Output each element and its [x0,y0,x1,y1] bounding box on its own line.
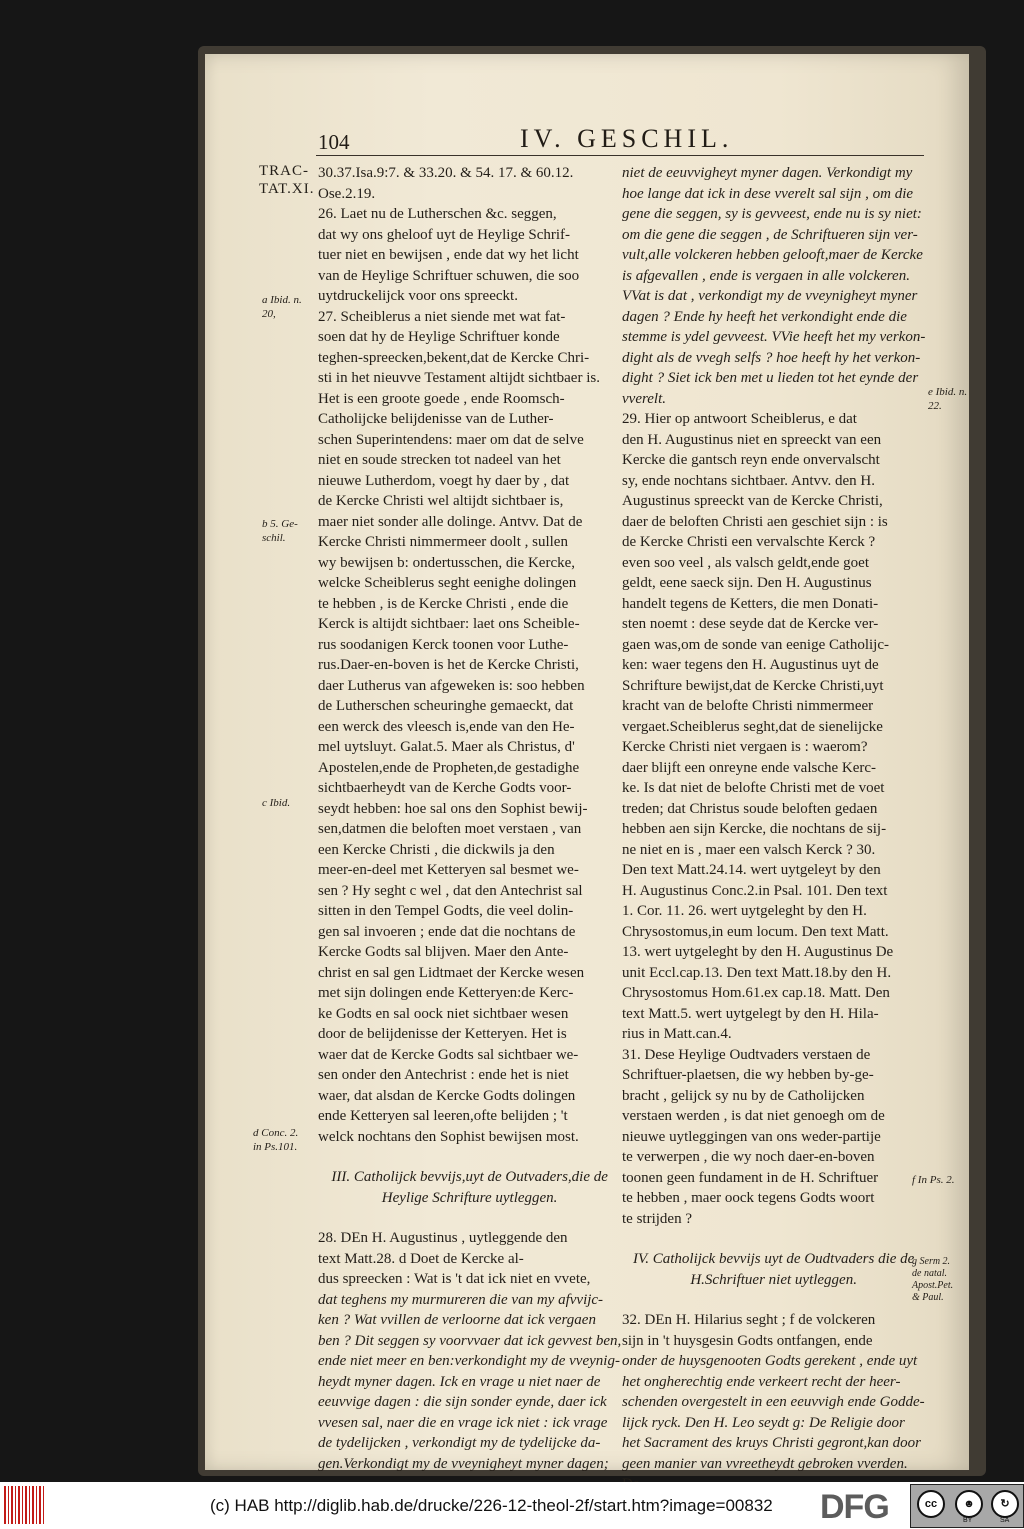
right_column-line: om die gene die seggen , de Schriftueren sijn ver- [622,226,918,243]
left_column-line: Apostelen,ende de Propheten,de gestadighe [318,759,580,776]
right_column-line: daer blijft een onreyne ende valsche Kerc- [622,759,877,776]
page-number: 104 [318,130,350,154]
left_column-line: rus.Daer-en-boven is het de Kercke Christi, [318,657,579,673]
right_column_end-line: 32. DEn H. Hilarius seght ; f de volckeren [622,1312,876,1328]
right_column-line: Schriftuer-plaetsen, die wy hebben by-ge- [622,1067,874,1083]
right_column_end-line: schenden overgestelt in een eeuvvigh ende Godde- [622,1394,925,1410]
right_column_end-line: lijck ryck. Den H. Leo seydt g: De Religie door [622,1414,905,1431]
right_column-line: nieuwe uytleggingen van ons weder-partije [622,1128,881,1145]
right_column-line: te hebben , maer oock tegens Godts woort [622,1190,875,1206]
right_column-line: VVat is dat , verkondigt my de vveynigheyt myner [622,288,918,304]
left_column_end-line: ken ? Wat vvillen de verloorne dat ick vergaen [318,1312,596,1328]
paragraph-gap [622,1229,925,1249]
tractatus-label: TRAC- TAT.XI. [259,163,315,197]
right_column-line: daer de beloften Christi aen geschiet sijn : is [622,513,888,530]
left_column-line: door de belijdenisse der Ketteryen. Het is [318,1026,567,1042]
margin-note-f: f In Ps. 2. [912,1174,955,1186]
right_column-line: 13. wert uytgeleght by den H. Augustinus De [622,944,894,960]
right_column-line: dight als de vvegh selfs ? hoe heeft hy het verkon- [622,349,921,366]
right_column-line: handelt tegens de Ketters, die men Donati- [622,595,879,612]
left_column-line: rus soodanigen Kerck toonen voor Luthe- [318,636,569,653]
left_column-line: christ en sal gen Lidtmaet der Kercke wesen [318,964,585,981]
left_column_end-line: heydt myner dagen. Ick en vrage u niet naer de [318,1373,601,1390]
left_column_end-line: dus spreecken : Wat is 't dat ick niet en vvete, [318,1271,591,1287]
left_column_end-line: ben ? Dit seggen sy voorvvaer dat ick gevvest ben, [318,1332,622,1349]
sa-icon: ↻ [991,1490,1019,1518]
right_column-line: gene die seggen, sy is gevveest, ende nu is sy niet: [622,206,922,222]
left_column-line: sichtbaerheydt van de Kerche Godts voor- [318,780,572,796]
right_column-line: Chrysostomus Hom.61.ex cap.18. Matt. Den [622,985,890,1001]
margin-note-d: d Conc. 2. in Ps.101. [253,1127,299,1153]
right_column-line: stemme is ydel gevveest. VVie heeft het my verkon- [622,329,926,345]
right_column-line: gaen was,om de sonde van eenige Catholijc- [622,636,889,653]
left_column-line: wy bewijsen b: ondertusschen, die Kercke, [318,554,576,571]
right_column_end-line: het Sacrament des kruys Christi gegront,kan door [622,1435,921,1451]
footer-citation[interactable]: (c) HAB http://diglib.hab.de/drucke/226-12-theol-2f/start.htm?image=00832 [210,1496,773,1515]
right_column-line: Kercke die gantsch reyn ende onvervalscht [622,452,880,468]
right_column-line: ke. Is dat niet de belofte Christi met de voet [622,780,885,796]
left_column-line: Catholijcke belijdenisse van de Luther- [318,411,554,427]
right_column-line: even soo veel , als valsch geldt,ende goet [622,554,870,571]
right-column [622,163,925,1495]
paragraph-gap [318,1147,621,1167]
right_column-line: vergaet.Scheiblerus seght,dat de sienelijcke [622,718,883,735]
right_column_end-line: sijn in 't huysgesin Godts ontfangen, ende [622,1332,873,1349]
left_column-line: Kerck is altijdt sichtbaer: laet ons Scheible- [318,616,580,632]
margin-note-a: a Ibid. n. 20, [262,294,302,320]
right_column-line: kracht van de belofte Christi nimmermeer [622,698,874,714]
left_column-line: teghen-spreecken,bekent,dat de Kercke Chri- [318,349,590,366]
left_column_end-line: de tydelijcken , verkondigt my de tydelijcke da- [318,1435,601,1451]
right_column-line: ne niet en is , maer een valsch Kerck ? 30. [622,841,876,858]
sa-label: SA [1000,1517,1010,1524]
left_column-line: ke Godts en sal oock niet sichtbaer wesen [318,1005,569,1022]
right_column-line: dight ? Siet ick ben met u lieden tot het eynde der [622,370,919,386]
left_column-line: sitten in den Tempel Godts, die veel dolin- [318,903,574,919]
left_column-line: sen,datmen die beloften moet verstaen , van [318,821,582,837]
margin-note-c: c Ibid. [262,797,291,809]
right_column-line: Kercke Christi niet vergaen is : waerom? [622,739,868,755]
margin-note-e: e Ibid. n. 22. [928,386,968,412]
right_column-line: Chrysostomus,in eum locum. Den text Matt. [622,923,889,940]
right_column-line: vult,alle volckeren hebben gelooft,maer de Kercke [622,247,923,263]
left_column-line: meer-en-deel met Ketteryen sal besmet we- [318,862,579,878]
left_column-line: 30.37.Isa.9:7. & 33.20. & 54. 17. & 60.12. [318,165,574,181]
left_column-line: 27. Scheiblerus a niet siende met wat fat- [318,308,566,325]
right_column-line: hoe lange dat ick in dese vverelt sal sijn , om die [622,185,914,202]
right_column-line: den H. Augustinus niet en spreeckt van een [622,431,882,448]
right_column-line: is afgevallen , ende is vergaen in alle volckeren. [622,267,910,284]
right_column_end-line: het ongherechtig ende verkeert recht der heer- [622,1373,901,1390]
left_column-line: sen ? Hy seght c wel , dat den Antechrist sal [318,882,583,899]
left_column-line: mel uytsluyt. Galat.5. Maer als Christus, d' [318,739,575,755]
right_column-line: bracht , gelijck sy nu by de Catholijcken [622,1087,865,1104]
right_column-line: 31. Dese Heylige Oudtvaders verstaen de [622,1046,871,1063]
running-head: IV. GESCHIL. [520,124,734,153]
left_column-line: gen sal invoeren ; ende dat die nochtans de [318,923,576,940]
left_column-line: nieuwe Lutherdom, voegt hy daer by , dat [318,472,570,489]
left_column-line: waer, dat alsdan de Kercke Godts dolingen [318,1087,576,1104]
left_heading-line: III. Catholijck bevvijs,uyt de Outvaders,die de [331,1169,608,1185]
right_column-line: verstaen werden , is dat niet genoegh om de [622,1108,885,1124]
left_column-line: daer Lutherus van afgeweken is: soo hebben [318,677,585,694]
left_column-line: een Kercke Christi , die dickwils ja den [318,841,555,858]
left_column-line: soen dat hy de Heylige Schriftuer konde [318,329,560,345]
right_column-line: sten noemt : dese seyde dat de Kercke ver- [622,616,879,632]
dfg-logo: DFG [820,1488,889,1526]
left_column_end-line: text Matt.28. d Doet de Kercke al- [318,1250,524,1267]
hab-barcode-icon [4,1486,44,1524]
left_column_end-line: 28. DEn H. Augustinus , uytleggende den [318,1230,568,1246]
left-column [318,163,621,1474]
left_column-line: schen Superintendens: maer om dat de selve [318,431,584,448]
by-icon: ☻ [955,1490,983,1518]
right_column-line: text Matt.5. wert uytgelegt by den H. Hila- [622,1005,879,1022]
left_column-line: maer niet sonder alle dolinge. Antvv. Dat de [318,513,583,530]
left_column-line: 26. Laet nu de Lutherschen &c. seggen, [318,206,557,222]
right_column-line: 1. Cor. 11. 26. wert uytgeleght by den H. [622,903,867,919]
cc-license-badge[interactable] [910,1484,1024,1528]
left_column-line: ende Ketteryen sal leeren,ofte belijden ; 't [318,1108,568,1124]
right_column-line: unit Eccl.cap.13. Den text Matt.18.by den H. [622,964,892,981]
right_column_end-line: geen manier van vvreetheydt gebroken vverden. [622,1455,908,1472]
right_column-line: te verwerpen , die wy noch daer-en-boven [622,1149,875,1165]
margin-note-b: b 5. Ge- schil. [262,518,298,544]
header-rule [316,155,924,156]
left_column-line: te hebben , is de Kercke Christi , ende die [318,595,569,612]
left_column-line: Kercke Christi nimmermeer doolt , sullen [318,534,568,550]
right_column-line: Schrifture bewijst,dat de Kercke Christi,uyt [622,677,884,694]
right_column-line: Augustinus spreeckt van de Kercke Christi, [622,493,883,509]
right_column-line: rius in Matt.can.4. [622,1026,732,1042]
right_column-line: hebben aen sijn Kercke, die nochtans de sij- [622,821,887,837]
left_column-line: waer dat de Kercke Godts sal sichtbaer we- [318,1046,579,1063]
left_column_end-line: dat teghens my murmureren die van my afvvijc- [318,1291,604,1308]
left_column-line: seydt hebben: hoe sal ons den Sophist bewij- [318,800,588,817]
left_heading-line: Heylige Schrifture uytleggen. [381,1189,558,1206]
paragraph-gap [622,1290,925,1310]
left_column_end-line: gen.Verkondigt my de vveynigheyt myner dagen; [318,1455,609,1472]
left_column-line: van de Heylige Schriftuer schuwen, die soo [318,267,580,284]
margin-note-g: g Serm 2. de natal. Apost.Pet. & Paul. [912,1256,954,1303]
right_column-line: ken: waer tegens den H. Augustinus uyt de [622,657,879,673]
right_column-line: dagen ? Ende hy heeft het verkondight ende die [622,308,907,325]
right_heading-line: H.Schriftuer niet uytleggen. [690,1271,857,1288]
left_column-line: welcke Scheiblerus seght eenighe dolingen [318,575,577,591]
left_column-line: uytdruckelijck voor ons spreeckt. [318,288,518,304]
left_column-line: de Kercke Christi wel altijdt sichtbaer is, [318,493,564,509]
cc-icon: cc [917,1490,945,1518]
right_heading-line: IV. Catholijck bevvijs uyt de Oudtvaders die de [633,1251,915,1267]
left_column-line: sti in het nieuvve Testament altijdt sichtbaer is. [318,370,600,386]
right_column-line: te strijden ? [622,1210,692,1227]
left_column-line: met sijn dolingen ende Ketteryen:de Kerc- [318,985,574,1001]
paragraph-gap [318,1208,621,1228]
left_column-line: Ose.2.19. [318,185,376,202]
left_column_end-line: vvesen sal, naer die en vrage ick niet : ick vrage [318,1414,608,1431]
left_column-line: Het is een groote goede , ende Roomsch- [318,390,565,407]
right_column-line: de Kercke Christi een vervalschte Kerck ? [622,534,876,550]
left_column_end-line: eeuvvige dagen : die sijn sonder eynde, daer ick [318,1394,607,1410]
left_column-line: een werck des vleesch is,ende van den He- [318,718,575,735]
right_column-line: geldt, eene saeck sijn. Den H. Augustinus [622,575,872,591]
right_column_end-line: onder de huysgenooten Godts gerekent , ende uyt [622,1353,918,1369]
left_column-line: welck nochtans den Sophist bewijsen most. [318,1128,579,1145]
left_column-line: dat wy ons gheloof uyt de Heylige Schrif- [318,226,571,243]
right_column-line: Den text Matt.24.14. wert uytgeleyt by den [622,862,881,878]
left_column-line: Kercke Godts sal blijven. Maer den Ante- [318,944,569,960]
left_column-line: sen onder den Antechrist : ende het is niet [318,1067,569,1083]
left_column-line: niet en soude strecken tot nadeel van het [318,452,561,468]
left_column-line: de Lutherschen scheuringhe gemaeckt, dat [318,698,574,714]
by-label: BY [963,1517,973,1524]
left_column-line: tuer niet en bewijsen , ende dat wy het licht [318,247,579,263]
right_column-line: 29. Hier op antwoort Scheiblerus, e dat [622,411,857,427]
right_column-line: vverelt. [622,390,666,407]
right_column-line: niet de eeuvvigheyt myner dagen. Verkondigt my [622,165,913,181]
right_column-line: H. Augustinus Conc.2.in Psal. 101. Den text [622,882,888,899]
right_column-line: treden; dat Christus soude beloften gedaen [622,800,878,817]
right_column-line: sy, ende nochtans sichtbaer. Antvv. den H. [622,472,876,489]
left_column_end-line: ende niet meer en ben:verkondight my de vveynig- [318,1353,620,1369]
right_column-line: toonen geen fundament in de H. Schriftuer [622,1169,879,1186]
